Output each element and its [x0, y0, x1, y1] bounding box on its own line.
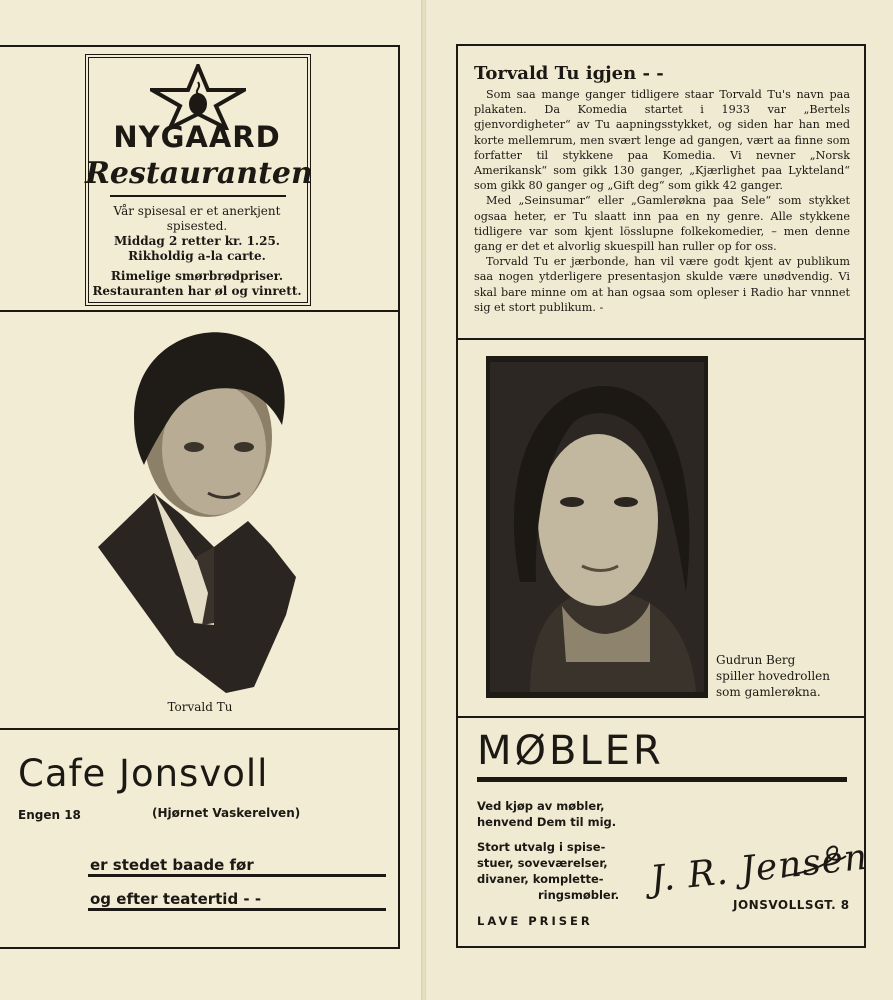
right-divider-1	[456, 338, 864, 340]
mobler-prices: LAVE PRISER	[477, 914, 593, 928]
nygaard-line-6: Restauranten har øl og vinrett.	[92, 284, 302, 298]
nygaard-line-5: Rimelige smørbrødpriser.	[110, 269, 284, 283]
cafe-line-1: er stedet baade før	[90, 856, 254, 874]
torvald-tu-portrait	[96, 325, 306, 695]
left-divider-1	[0, 310, 400, 312]
article-paragraph-2: Med „Seinsumar“ eller „Gamlerøkna paa Sele“ som stykket ogsaa heter, er Tu slaatt inn paa en ny genre. Alle stykkene tidligere var som kjent lösslupne folkekomedier, – men denne gang er det et alvorlig skuespill han ruller op for oss.	[474, 194, 850, 254]
nygaard-name: NYGAARD	[113, 120, 281, 154]
torvald-tu-caption: Torvald Tu	[167, 700, 233, 714]
left-right-rule	[398, 45, 400, 949]
cafe-line-2: og efter teatertid - -	[90, 890, 262, 908]
cafe-corner: (Hjørnet Vaskerelven)	[152, 806, 301, 820]
jensen-signature: J. R. Jensen	[648, 836, 870, 901]
cafe-title: Cafe Jonsvoll	[18, 752, 269, 795]
nygaard-rule	[110, 195, 286, 197]
left-divider-2	[0, 728, 400, 730]
mobler-line-4: stuer, soveværelser,	[477, 856, 608, 870]
cafe-rule-2	[88, 908, 386, 911]
gudrun-caption-line-3: som gamlerøkna.	[716, 685, 821, 699]
mobler-rule	[477, 777, 847, 782]
nygaard-line-1: Vår spisesal er et anerkjent	[113, 204, 281, 218]
mobler-line-6: ringsmøbler.	[538, 888, 620, 902]
mobler-line-3: Stort utvalg i spise-	[477, 840, 606, 854]
nygaard-line-3: Middag 2 retter kr. 1.25.	[114, 234, 280, 248]
cafe-address: Engen 18	[18, 808, 81, 822]
article-paragraph-3: Torvald Tu er jærbonde, han vil være godt kjent av publikum saa nogen ytderligere presentasjon skulde være unødvendig. Vi skal bare minne om at han ogsaa som opleser i Radio har vnnnet sig et stort publikum. -	[474, 255, 850, 314]
mobler-title: MØBLER	[477, 728, 664, 774]
gudrun-caption-line-2: spiller hovedrollen	[716, 669, 830, 683]
cafe-rule-1	[88, 874, 386, 877]
article-paragraph-1: Som saa mange ganger tidligere staar Torvald Tu's navn paa plakaten. Da Komedia startet i 1933 var „Bertels gjenvordigheter“ av Tu aapningsstykket, og siden har han med korte mellemrum, men svært lenge ad gangen, vært aa finne som forfatter til stykkene paa Komedia. Vi nevner „Norsk Amerikansk“ som gikk 130 ganger, „Kjærlighet paa Lykteland“ som gikk 80 ganger og „Gift deg“ som gikk 42 ganger.	[474, 88, 850, 193]
nygaard-line-2: spisested.	[166, 219, 228, 233]
mobler-line-2: henvend Dem til mig.	[477, 815, 617, 829]
mobler-line-5: divaner, komplette-	[477, 872, 604, 886]
gudrun-berg-portrait	[490, 362, 704, 692]
right-divider-2	[456, 716, 864, 718]
left-bottom-rule	[0, 947, 400, 949]
nygaard-line-4: Rikholdig a-la carte.	[128, 249, 266, 263]
left-top-rule	[0, 45, 400, 47]
mobler-line-1: Ved kjøp av møbler,	[477, 799, 605, 813]
gudrun-berg-caption	[716, 652, 830, 700]
signature-flourish-icon	[780, 842, 850, 882]
gudrun-caption-line-1: Gudrun Berg	[716, 653, 796, 667]
mobler-address: JONSVOLLSGT. 8	[733, 898, 850, 912]
nygaard-subtitle: Restauranten	[85, 156, 313, 191]
article-title: Torvald Tu igjen - -	[474, 63, 664, 84]
article-body	[474, 87, 850, 315]
